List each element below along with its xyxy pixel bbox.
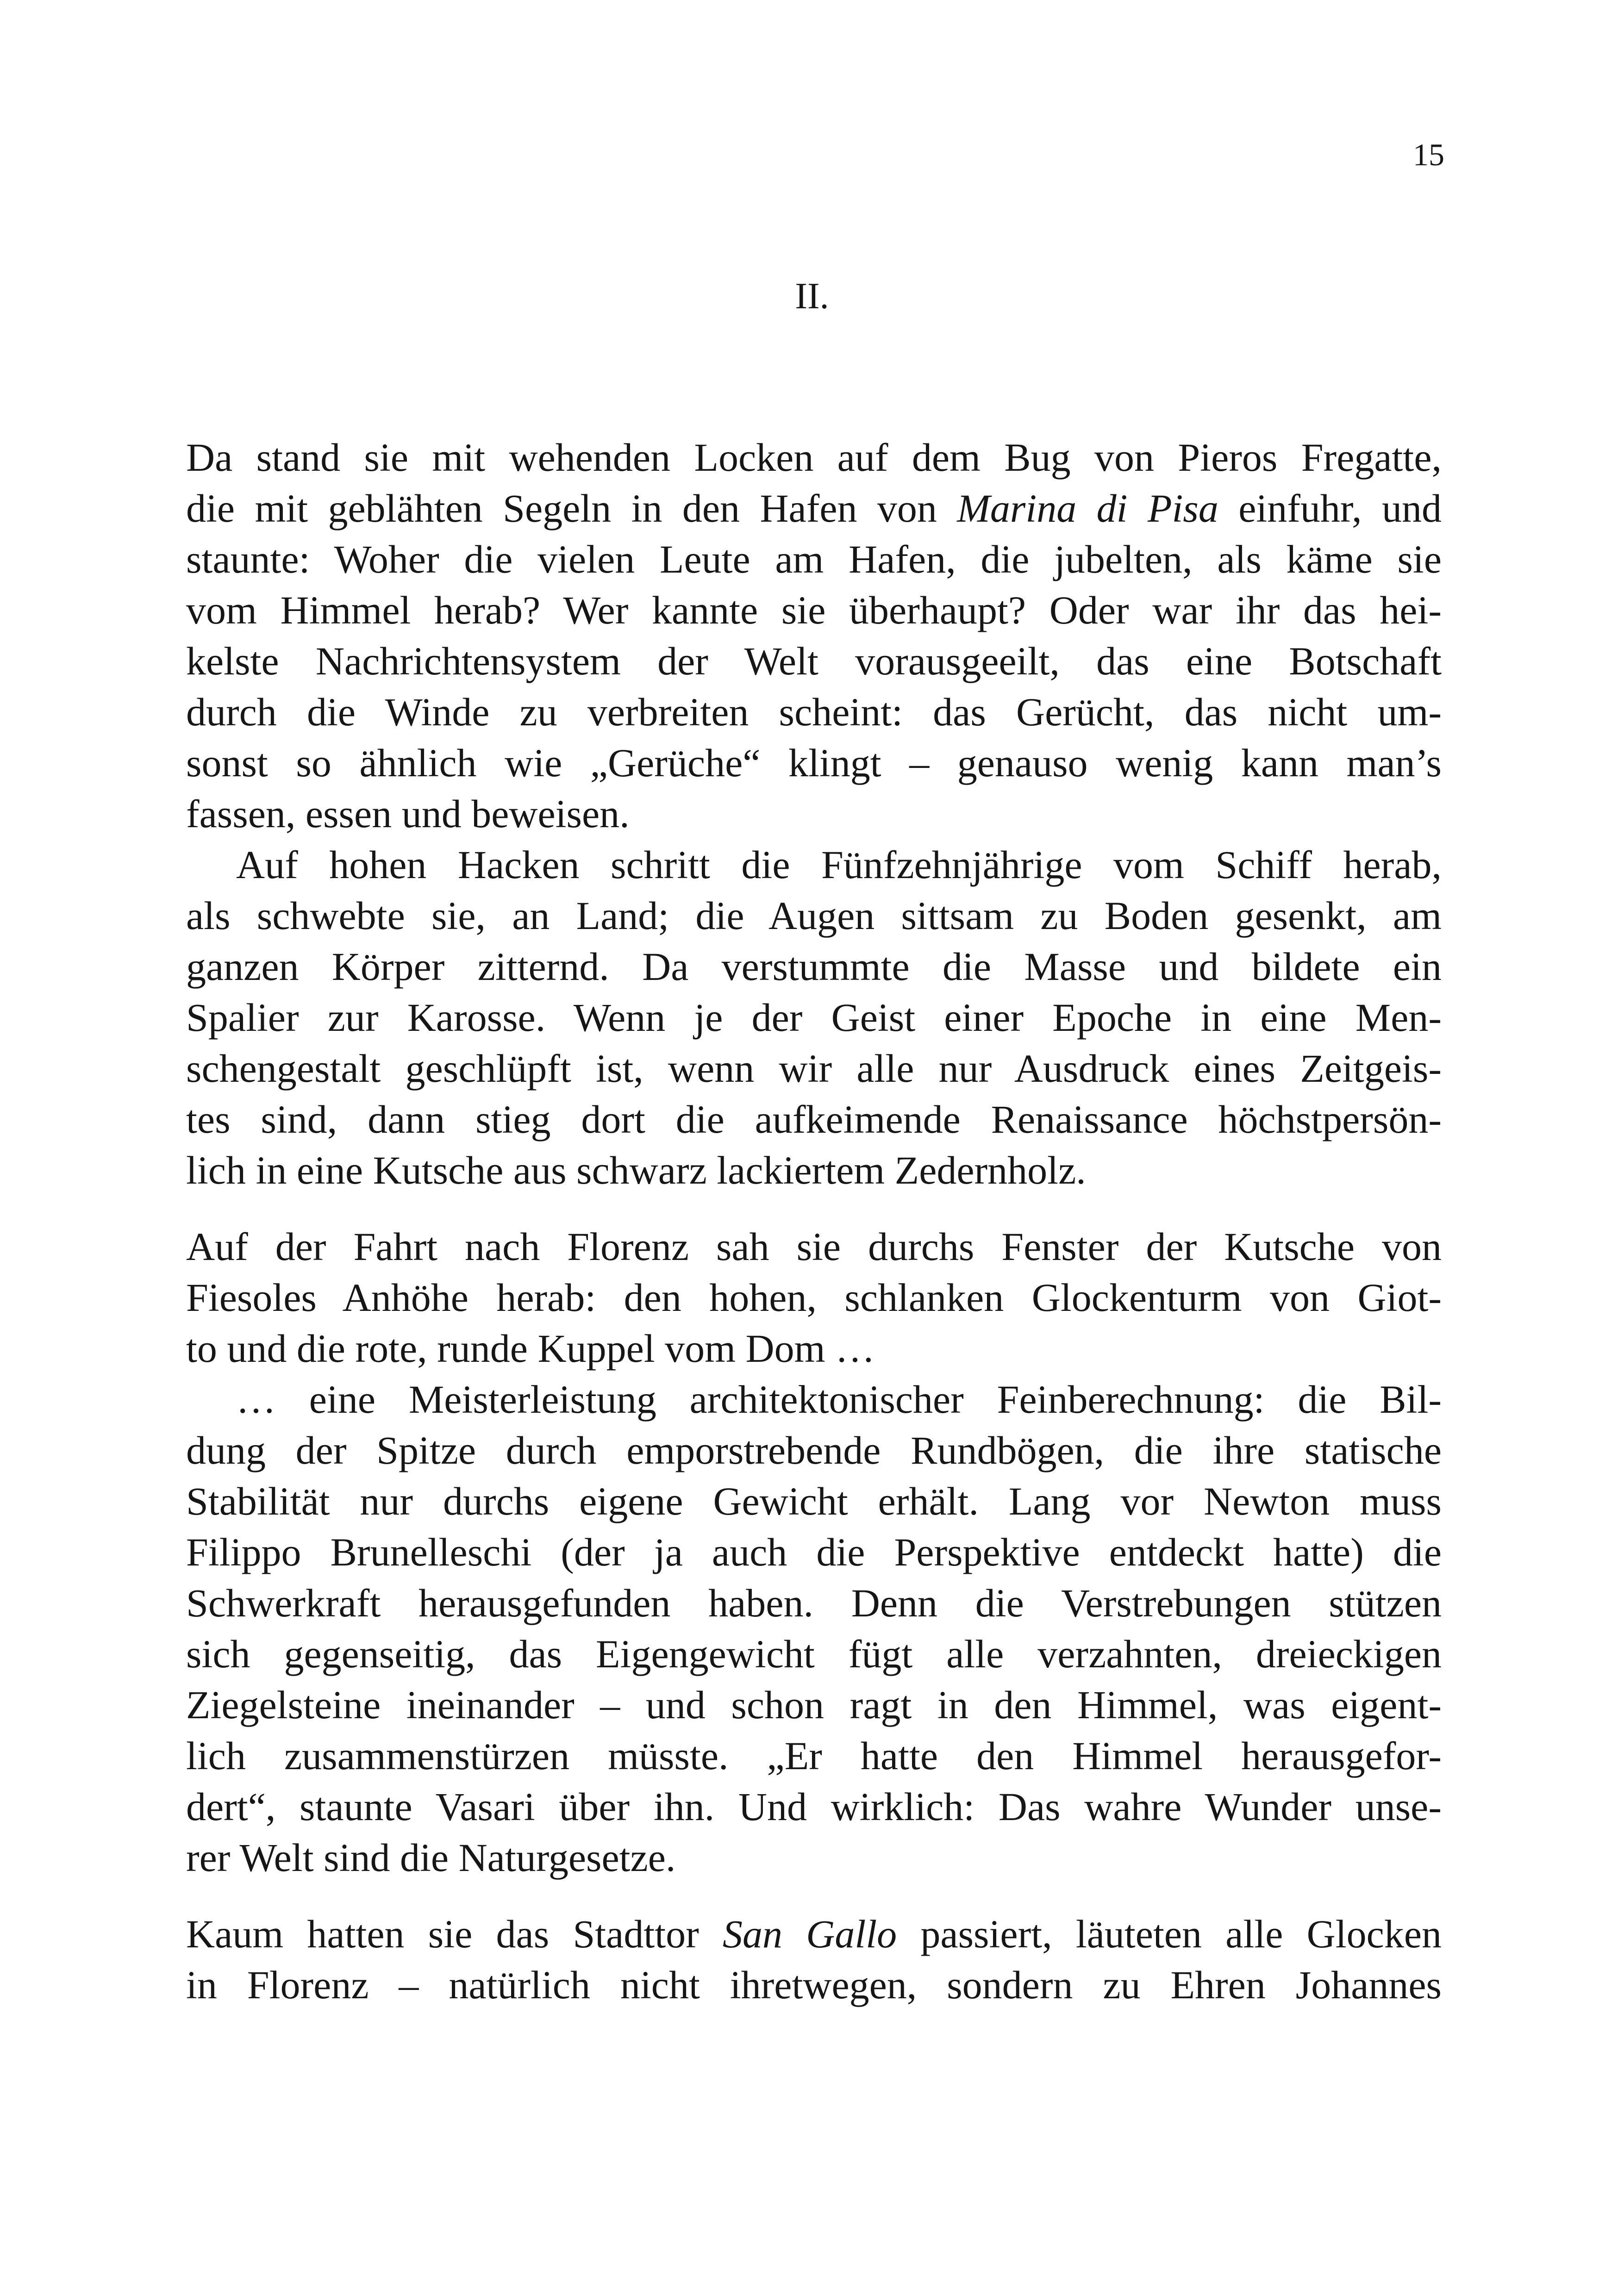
text-line (186, 1043, 1442, 1094)
text-run: Schwerkraft herausgefunden haben. Denn die Verstrebungen stützen (186, 1581, 1442, 1625)
text-run: kelste Nachrichtensystem der Welt vorausgeeilt, das eine Botschaft (186, 639, 1442, 683)
text-run: sonst so ähnlich wie „Gerüche“ klingt – genauso wenig kann man’s (186, 741, 1442, 785)
text-run: lich zusammenstürzen müsste. „Er hatte den Himmel herausgefor- (186, 1734, 1442, 1778)
text-run: vom Himmel herab? Wer kannte sie überhaupt? Oder war ihr das hei- (186, 588, 1442, 632)
text-line (186, 1628, 1442, 1679)
text-line (186, 1425, 1442, 1476)
text-run: als schwebte sie, an Land; die Augen sittsam zu Boden gesenkt, am (186, 893, 1442, 938)
text-run: durch die Winde zu verbreiten scheint: das Gerücht, das nicht um- (186, 690, 1442, 734)
page-number: 15 (1413, 137, 1444, 172)
text-line (186, 1094, 1442, 1145)
text-line (186, 483, 1442, 534)
text-run: Da stand sie mit wehenden Locken auf dem Bug von Pieros Fregatte, (186, 435, 1442, 480)
text-line (186, 1730, 1442, 1781)
paragraph (186, 1221, 1442, 1883)
text-line (186, 1374, 1442, 1425)
text-line (186, 1959, 1442, 2010)
text-line (186, 1476, 1442, 1527)
text-line (186, 788, 1442, 839)
text-line (186, 432, 1442, 483)
text-line (186, 686, 1442, 737)
text-run: ganzen Körper zitternd. Da verstummte die Masse und bildete ein (186, 944, 1442, 989)
text-run: dert“, staunte Vasari über ihn. Und wirklich: Das wahre Wunder unse- (186, 1784, 1442, 1829)
text-run: die mit geblähten Segeln in den Hafen von (186, 486, 957, 530)
text-line (186, 1221, 1442, 1272)
text-run: Stabilität nur durchs eigene Gewicht erhält. Lang vor Newton muss (186, 1479, 1442, 1523)
text-line (186, 1832, 1442, 1883)
text-line (186, 1527, 1442, 1578)
paragraph (186, 1908, 1442, 2010)
paragraph-block (186, 1221, 1442, 1883)
text-run: lich in eine Kutsche aus schwarz lackiertem Zedernholz. (186, 1148, 1086, 1192)
text-line (186, 1679, 1442, 1730)
text-line (186, 585, 1442, 636)
text-line (186, 839, 1442, 890)
text-run: in Florenz – natürlich nicht ihretwegen, sondern zu Ehren Johannes (186, 1963, 1442, 2007)
text-run: Filippo Brunelleschi (der ja auch die Perspektive entdeckt hatte) die (186, 1530, 1442, 1574)
text-run: … eine Meisterleistung architektonischer Feinberechnung: die Bil- (236, 1377, 1442, 1422)
text-run: einfuhr, und (1218, 486, 1442, 530)
text-run: staunte: Woher die vielen Leute am Hafen, die jubelten, als käme sie (186, 537, 1442, 581)
text-line (186, 737, 1442, 788)
paragraph-block (186, 1908, 1442, 2010)
text-run: dung der Spitze durch emporstrebende Rundbögen, die ihre statische (186, 1428, 1442, 1472)
text-line (186, 534, 1442, 585)
text-run: sich gegenseitig, das Eigengewicht fügt alle verzahnten, dreieckigen (186, 1632, 1442, 1676)
text-line (186, 1578, 1442, 1628)
italic-place-name: Marina di Pisa (957, 486, 1218, 530)
text-line (186, 1908, 1442, 1959)
text-run: fassen, essen und beweisen. (186, 792, 630, 836)
text-run: Kaum hatten sie das Stadttor (186, 1912, 723, 1956)
chapter-heading: II. (795, 276, 829, 317)
text-run: Spalier zur Karosse. Wenn je der Geist einer Epoche in eine Men- (186, 995, 1442, 1040)
text-line (186, 941, 1442, 992)
text-line (186, 1781, 1442, 1832)
paragraph (186, 432, 1442, 1196)
text-line (186, 890, 1442, 941)
paragraph-block (186, 432, 1442, 1196)
text-line (186, 636, 1442, 686)
text-run: Auf hohen Hacken schritt die Fünfzehnjährige vom Schiff herab, (236, 842, 1442, 887)
text-run: passiert, läuteten alle Glocken (897, 1912, 1442, 1956)
text-line (186, 1323, 1442, 1374)
text-run: to und die rote, runde Kuppel vom Dom … (186, 1326, 875, 1371)
text-run: schengestalt geschlüpft ist, wenn wir alle nur Ausdruck eines Zeitgeis- (186, 1046, 1442, 1091)
text-run: tes sind, dann stieg dort die aufkeimende Renaissance höchstpersön- (186, 1097, 1442, 1141)
text-run: rer Welt sind die Naturgesetze. (186, 1835, 676, 1880)
text-run: Fiesoles Anhöhe herab: den hohen, schlanken Glockenturm von Giot- (186, 1275, 1442, 1320)
italic-place-name: San Gallo (723, 1912, 897, 1956)
text-run: Auf der Fahrt nach Florenz sah sie durchs Fenster der Kutsche von (186, 1224, 1442, 1269)
text-line (186, 992, 1442, 1043)
text-line (186, 1272, 1442, 1323)
text-line (186, 1145, 1442, 1196)
text-run: Ziegelsteine ineinander – und schon ragt in den Himmel, was eigent- (186, 1683, 1442, 1727)
body-text (186, 432, 1442, 2010)
